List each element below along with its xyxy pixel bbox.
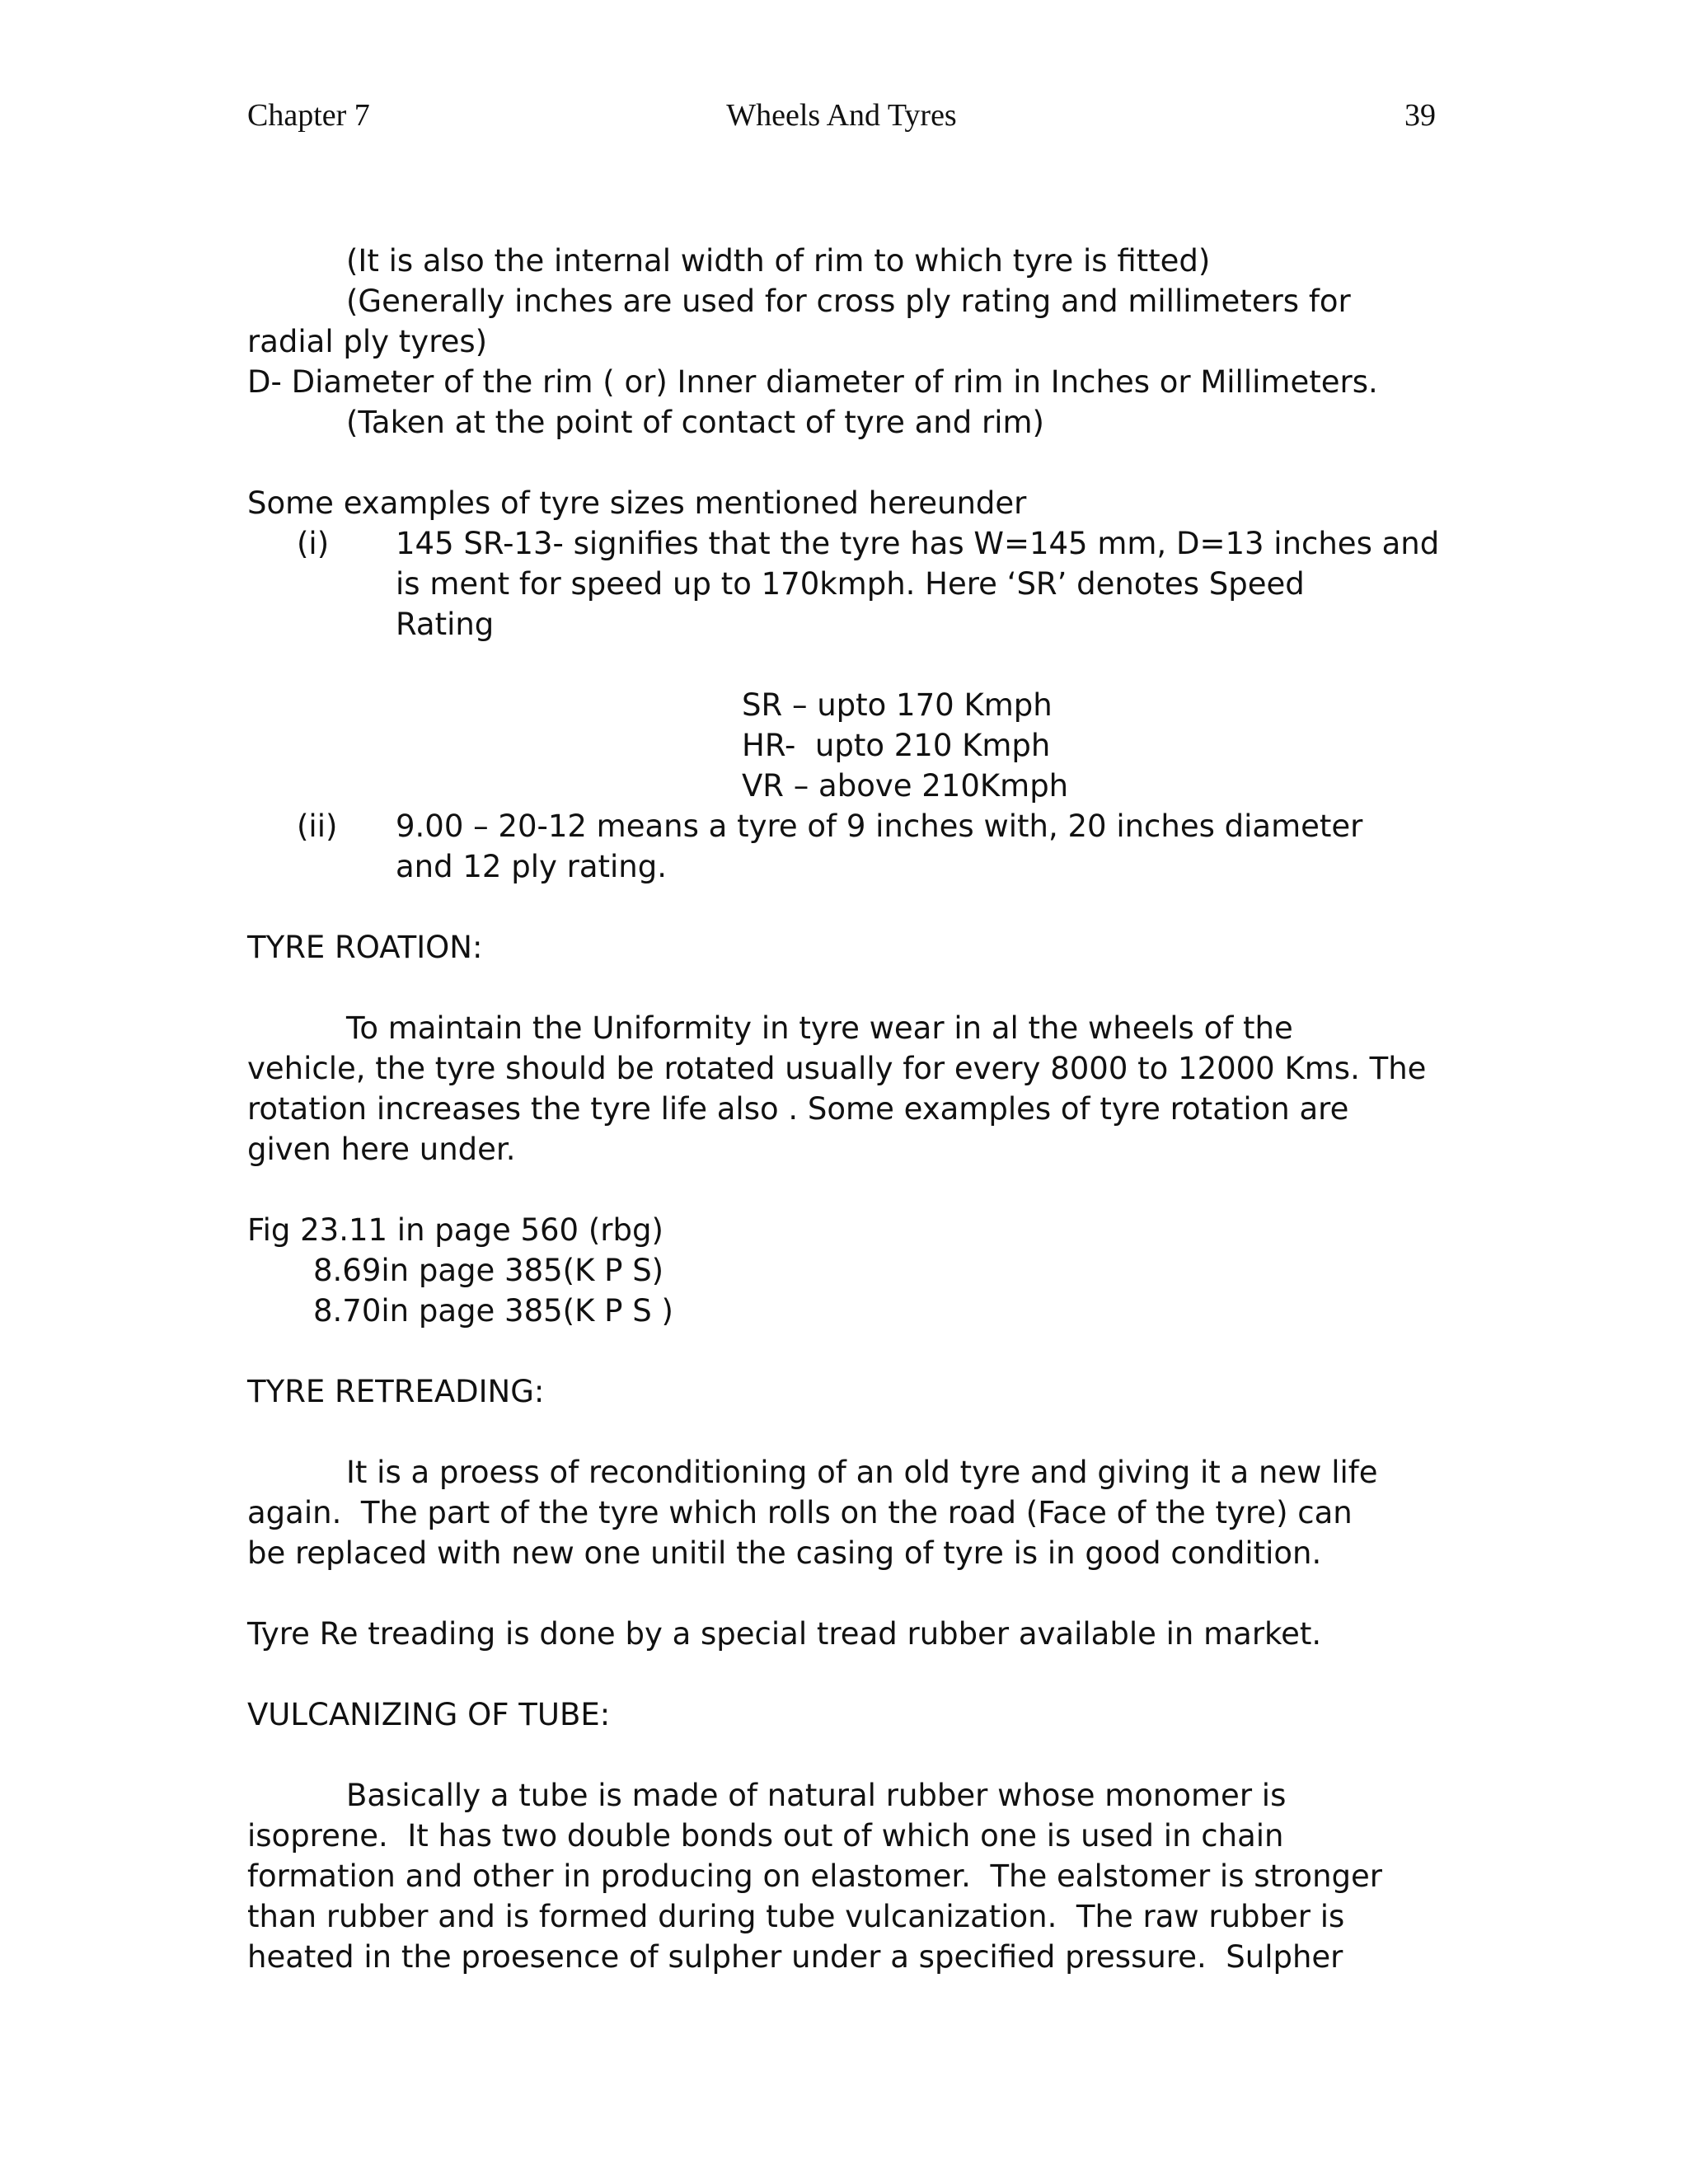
document-body bbox=[247, 241, 1442, 1977]
section-heading: TYRE RETREADING: bbox=[247, 1374, 545, 1409]
paragraph-line: again. The part of the tyre which rolls on the road (Face of the tyre) can bbox=[247, 1495, 1353, 1530]
speed-rating: VR – above 210Kmph bbox=[742, 768, 1069, 804]
paragraph-line: given here under. bbox=[247, 1132, 516, 1167]
paragraph-line: It is a proess of reconditioning of an old tyre and giving it a new life bbox=[346, 1455, 1378, 1490]
examples-heading: Some examples of tyre sizes mentioned hereunder bbox=[247, 485, 1027, 521]
paragraph-line: vehicle, the tyre should be rotated usually for every 8000 to 12000 Kms. The bbox=[247, 1051, 1427, 1086]
paragraph-line: rotation increases the tyre life also . Some examples of tyre rotation are bbox=[247, 1091, 1349, 1127]
intro-line: (Taken at the point of contact of tyre and rim) bbox=[346, 405, 1044, 440]
paragraph-line: formation and other in producing on elastomer. The ealstomer is stronger bbox=[247, 1858, 1382, 1894]
paragraph-line: heated in the proesence of sulpher under a specified pressure. Sulpher bbox=[247, 1939, 1343, 1975]
list-item-text: is ment for speed up to 170kmph. Here ‘SR’ denotes Speed bbox=[396, 566, 1305, 602]
intro-line: D- Diameter of the rim ( or) Inner diameter of rim in Inches or Millimeters. bbox=[247, 364, 1378, 400]
paragraph-line: Basically a tube is made of natural rubber whose monomer is bbox=[346, 1778, 1287, 1813]
list-item-number: (ii) bbox=[297, 808, 338, 844]
section-heading: TYRE ROATION: bbox=[247, 930, 483, 965]
list-item-number: (i) bbox=[297, 526, 330, 561]
page-header bbox=[247, 97, 1436, 147]
paragraph-line: To maintain the Uniformity in tyre wear in al the wheels of the bbox=[346, 1010, 1293, 1046]
paragraph-line: than rubber and is formed during tube vulcanization. The raw rubber is bbox=[247, 1899, 1345, 1934]
chapter-label: Chapter 7 bbox=[247, 98, 370, 133]
paragraph-line: isoprene. It has two double bonds out of which one is used in chain bbox=[247, 1818, 1284, 1854]
page-title: Wheels And Tyres bbox=[726, 98, 957, 133]
intro-line: radial ply tyres) bbox=[247, 324, 488, 359]
list-item bbox=[247, 523, 1442, 644]
list-item-text: Rating bbox=[396, 607, 495, 642]
list-item-text: 145 SR-13- signifies that the tyre has W=145 mm, D=13 inches and bbox=[396, 526, 1440, 561]
list-item bbox=[247, 806, 1442, 887]
paragraph-line: Tyre Re treading is done by a special tread rubber available in market. bbox=[247, 1616, 1322, 1652]
figure-reference: 8.70in page 385(K P S ) bbox=[313, 1293, 673, 1329]
figure-reference: Fig 23.11 in page 560 (rbg) bbox=[247, 1212, 663, 1248]
page-number: 39 bbox=[1404, 98, 1436, 133]
intro-line: (It is also the internal width of rim to which tyre is fitted) bbox=[346, 243, 1211, 279]
speed-rating-list bbox=[742, 685, 1442, 806]
section-heading: VULCANIZING OF TUBE: bbox=[247, 1697, 611, 1732]
paragraph-line: be replaced with new one unitil the casing of tyre is in good condition. bbox=[247, 1535, 1322, 1571]
list-item-text: and 12 ply rating. bbox=[396, 849, 668, 884]
figure-reference: 8.69in page 385(K P S) bbox=[313, 1253, 664, 1288]
intro-line: (Generally inches are used for cross ply rating and millimeters for bbox=[346, 284, 1351, 319]
speed-rating: HR- upto 210 Kmph bbox=[742, 728, 1051, 763]
speed-rating: SR – upto 170 Kmph bbox=[742, 687, 1053, 723]
list-item-text: 9.00 – 20-12 means a tyre of 9 inches with, 20 inches diameter bbox=[396, 808, 1363, 844]
